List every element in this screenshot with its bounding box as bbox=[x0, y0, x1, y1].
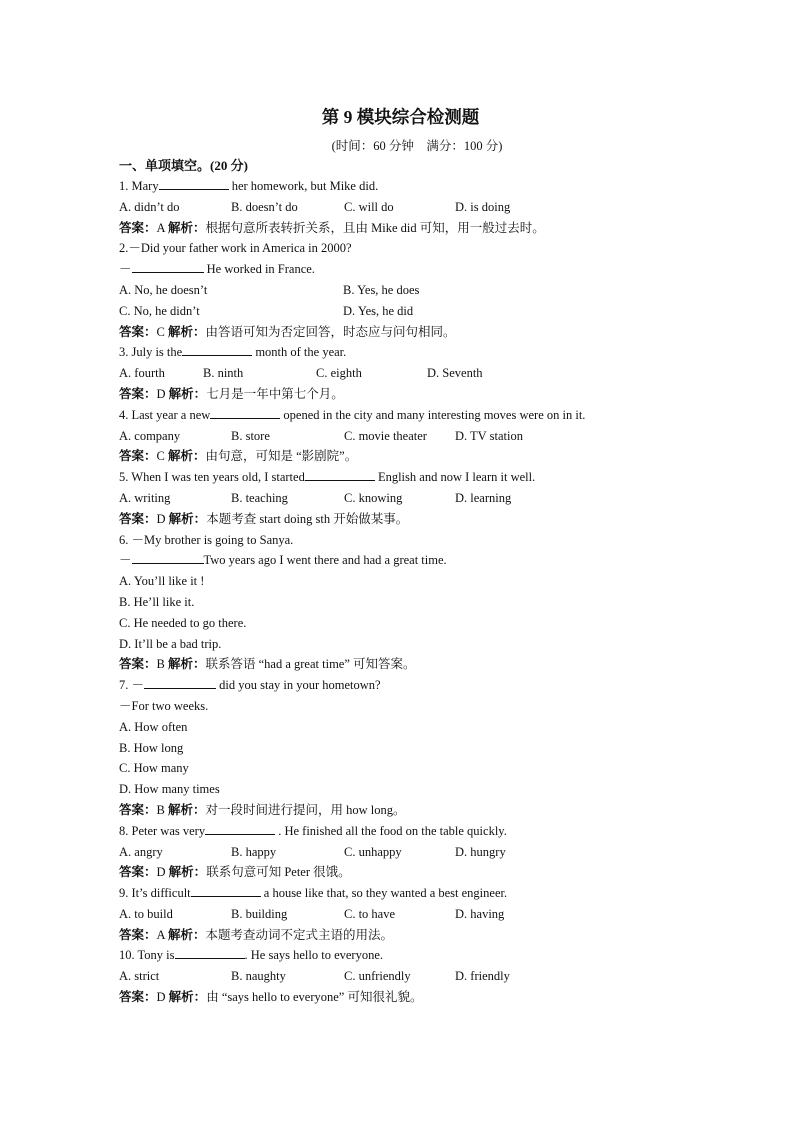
options-row bbox=[119, 426, 679, 447]
question-stem: 5. When I was ten years old, I started English and now I learn it well. bbox=[119, 470, 536, 485]
answer-line: 答案：A 解析：根据句意所表转折关系，且由 Mike did 可知，用一般过去时。 bbox=[119, 220, 545, 235]
option-d: D. learning bbox=[455, 490, 512, 505]
answer-line: 答案：D 解析：由 “says hello to everyone” 可知很礼貌。 bbox=[119, 990, 423, 1005]
question-stem: 7. － did you stay in your hometown? bbox=[119, 678, 381, 693]
question-5 bbox=[119, 467, 679, 529]
option-b: B. store bbox=[231, 428, 270, 443]
answer-blank bbox=[210, 406, 280, 419]
option-b: B. How long bbox=[119, 740, 184, 755]
options-row bbox=[119, 488, 679, 509]
question-stem: 3. July is the month of the year. bbox=[119, 345, 347, 360]
question-1 bbox=[119, 176, 679, 238]
option-a: A. to build bbox=[119, 906, 173, 921]
answer-line: 答案：B 解析：联系答语 “had a great time” 可知答案。 bbox=[119, 657, 416, 672]
option-b: B. teaching bbox=[231, 490, 288, 505]
question-stem: 4. Last year a new opened in the city and many interesting moves were on in it. bbox=[119, 407, 586, 422]
options-row bbox=[119, 363, 679, 384]
option-d: D. having bbox=[455, 906, 505, 921]
question-6 bbox=[119, 530, 679, 676]
option-d: D. Yes, he did bbox=[343, 303, 414, 318]
option-a: A. strict bbox=[119, 969, 160, 984]
question-7 bbox=[119, 675, 679, 821]
option-a: A. fourth bbox=[119, 366, 165, 381]
question-10 bbox=[119, 945, 679, 1007]
question-stem: 1. Mary her homework, but Mike did. bbox=[119, 179, 379, 193]
answer-blank bbox=[132, 260, 204, 273]
option-d: D. friendly bbox=[455, 969, 510, 984]
option-a: A. How often bbox=[119, 719, 188, 734]
option-a: A. writing bbox=[119, 490, 171, 505]
option-c: C. How many bbox=[119, 761, 189, 776]
answer-blank bbox=[205, 822, 275, 835]
option-b: B. ninth bbox=[203, 366, 244, 381]
option-a: A. company bbox=[119, 428, 181, 443]
option-b: B. naughty bbox=[231, 969, 286, 984]
question-stem: 9. It’s difficult a house like that, so they wanted a best engineer. bbox=[119, 886, 508, 901]
option-b: B. Yes, he does bbox=[343, 282, 420, 297]
options-row bbox=[119, 904, 679, 925]
answer-line: 答案：C 解析：由句意，可知是 “影剧院”。 bbox=[119, 449, 358, 464]
question-reply: － Two years ago I went there and had a great time. bbox=[119, 553, 447, 568]
page-subtitle: (时间：60 分钟 满分：100 分) bbox=[331, 139, 503, 153]
exam-page bbox=[119, 104, 679, 1008]
options-row bbox=[119, 301, 679, 322]
answer-blank bbox=[305, 468, 375, 481]
question-reply: － He worked in France. bbox=[119, 262, 315, 277]
option-c: C. unhappy bbox=[344, 844, 402, 859]
options-row bbox=[119, 966, 679, 987]
option-c: C. unfriendly bbox=[344, 969, 411, 984]
question-stem: 6. －My brother is going to Sanya. bbox=[119, 532, 294, 547]
question-9 bbox=[119, 883, 679, 945]
option-b: B. building bbox=[231, 906, 288, 921]
question-8 bbox=[119, 821, 679, 883]
answer-line: 答案：D 解析：七月是一年中第七个月。 bbox=[119, 386, 344, 401]
question-3 bbox=[119, 342, 679, 404]
answer-blank bbox=[191, 884, 261, 897]
answer-blank bbox=[132, 551, 204, 564]
option-c: C. eighth bbox=[316, 366, 362, 381]
option-b: B. happy bbox=[231, 844, 277, 859]
answer-blank bbox=[159, 177, 229, 190]
question-stem: 10. Tony is . He says hello to everyone. bbox=[119, 948, 384, 963]
answer-line: 答案：C 解析：由答语可知为否定回答，时态应与问句相同。 bbox=[119, 324, 456, 339]
question-stem: 8. Peter was very . He finished all the food on the table quickly. bbox=[119, 823, 507, 838]
question-4 bbox=[119, 405, 679, 467]
option-b: B. doesn’t do bbox=[231, 199, 298, 214]
option-a: A. You’ll like it ! bbox=[119, 574, 205, 589]
question-stem: 2.－Did your father work in America in 2000? bbox=[119, 241, 352, 256]
answer-blank bbox=[182, 343, 252, 356]
option-d: D. It’ll be a bad trip. bbox=[119, 636, 222, 651]
section-heading: 一、单项填空。(20 分) bbox=[119, 158, 248, 173]
option-d: D. TV station bbox=[455, 428, 523, 443]
answer-line: 答案：A 解析：本题考查动词不定式主语的用法。 bbox=[119, 927, 394, 942]
option-b: B. He’ll like it. bbox=[119, 594, 195, 609]
option-d: D. is doing bbox=[455, 199, 511, 214]
option-a: A. No, he doesn’t bbox=[119, 282, 208, 297]
option-c: C. movie theater bbox=[344, 428, 427, 443]
answer-line: 答案：B 解析：对一段时间进行提问，用 how long。 bbox=[119, 802, 406, 817]
option-c: C. knowing bbox=[344, 490, 403, 505]
option-c: C. to have bbox=[344, 906, 396, 921]
option-d: D. Seventh bbox=[427, 366, 483, 381]
answer-line: 答案：D 解析：本题考查 start doing sth 开始做某事。 bbox=[119, 511, 409, 526]
options-row bbox=[119, 842, 679, 863]
option-d: D. How many times bbox=[119, 782, 220, 797]
option-d: D. hungry bbox=[455, 844, 506, 859]
option-c: C. will do bbox=[344, 199, 394, 214]
answer-blank bbox=[144, 676, 216, 689]
option-a: A. angry bbox=[119, 844, 163, 859]
option-a: A. didn’t do bbox=[119, 199, 180, 214]
options-row bbox=[119, 197, 679, 218]
page-title: 第 9 模块综合检测题 bbox=[321, 107, 480, 127]
question-2 bbox=[119, 238, 679, 342]
answer-line: 答案：D 解析：联系句意可知 Peter 很饿。 bbox=[119, 865, 351, 880]
option-c: C. No, he didn’t bbox=[119, 303, 200, 318]
answer-blank bbox=[175, 946, 245, 959]
options-row bbox=[119, 280, 679, 301]
question-reply: －For two weeks. bbox=[119, 698, 209, 713]
option-c: C. He needed to go there. bbox=[119, 615, 247, 630]
